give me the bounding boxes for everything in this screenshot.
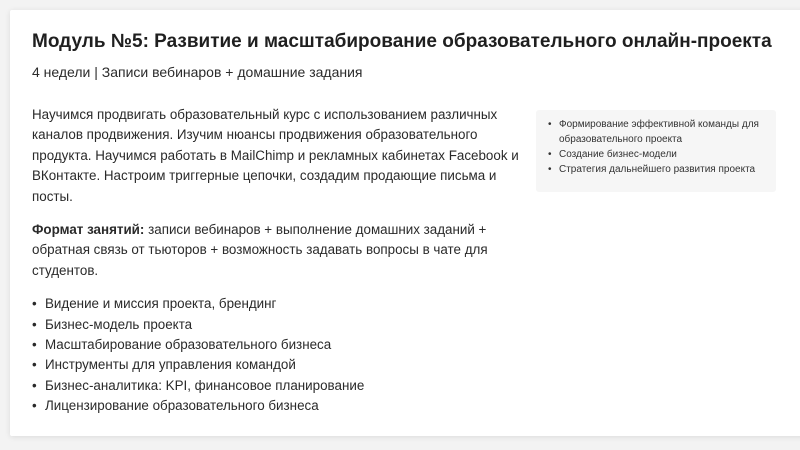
module-subtitle: 4 недели | Записи вебинаров + домашние задания bbox=[32, 64, 363, 80]
aside-topics-panel bbox=[536, 110, 776, 192]
list-item: • Лицензирование образовательного бизнеса bbox=[32, 396, 532, 416]
format-label: Формат занятий: bbox=[32, 222, 145, 238]
bullet-icon: • bbox=[32, 377, 37, 393]
bullet-icon: • bbox=[32, 337, 37, 353]
module-description: Научимся продвигать образовательный курс с использованием различных каналов продвижения. Изучим нюансы продвижения образовательного продукта. Научимся работать в MailChimp и рекламных кабинетах Facebook и ВКонтакте. Настроим триггерные цепочки, создадим продающие письма и посты. bbox=[32, 107, 519, 204]
aside-topics-list bbox=[536, 110, 776, 177]
module-format bbox=[32, 220, 532, 281]
list-item: • Создание бизнес-модели bbox=[548, 149, 677, 160]
list-item: • Формирование эффективной команды для образовательного проекта bbox=[548, 119, 759, 145]
list-item: • Инструменты для управления командой bbox=[32, 355, 532, 375]
bullet-icon: • bbox=[548, 149, 552, 160]
bullet-icon: • bbox=[32, 316, 37, 332]
module-main-content bbox=[32, 105, 532, 417]
format-text: записи вебинаров + выполнение домашних заданий + обратная связь от тьюторов + возможность задавать вопросы в чате для студентов. bbox=[32, 222, 488, 278]
bullet-icon: • bbox=[548, 119, 552, 130]
module-title: Модуль №5: Развитие и масштабирование образовательного онлайн-проекта bbox=[32, 31, 772, 52]
list-item: • Бизнес-аналитика: KPI, финансовое планирование bbox=[32, 376, 532, 396]
bullet-icon: • bbox=[32, 296, 37, 312]
list-item: • Масштабирование образовательного бизнеса bbox=[32, 335, 532, 355]
list-item: • Стратегия дальнейшего развития проекта bbox=[548, 164, 756, 175]
topics-list bbox=[32, 294, 532, 416]
list-item: • Бизнес-модель проекта bbox=[32, 315, 532, 335]
bullet-icon: • bbox=[32, 398, 37, 414]
list-item: • Видение и миссия проекта, брендинг bbox=[32, 294, 532, 314]
bullet-icon: • bbox=[548, 164, 552, 175]
bullet-icon: • bbox=[32, 357, 37, 373]
module-card bbox=[10, 10, 800, 436]
